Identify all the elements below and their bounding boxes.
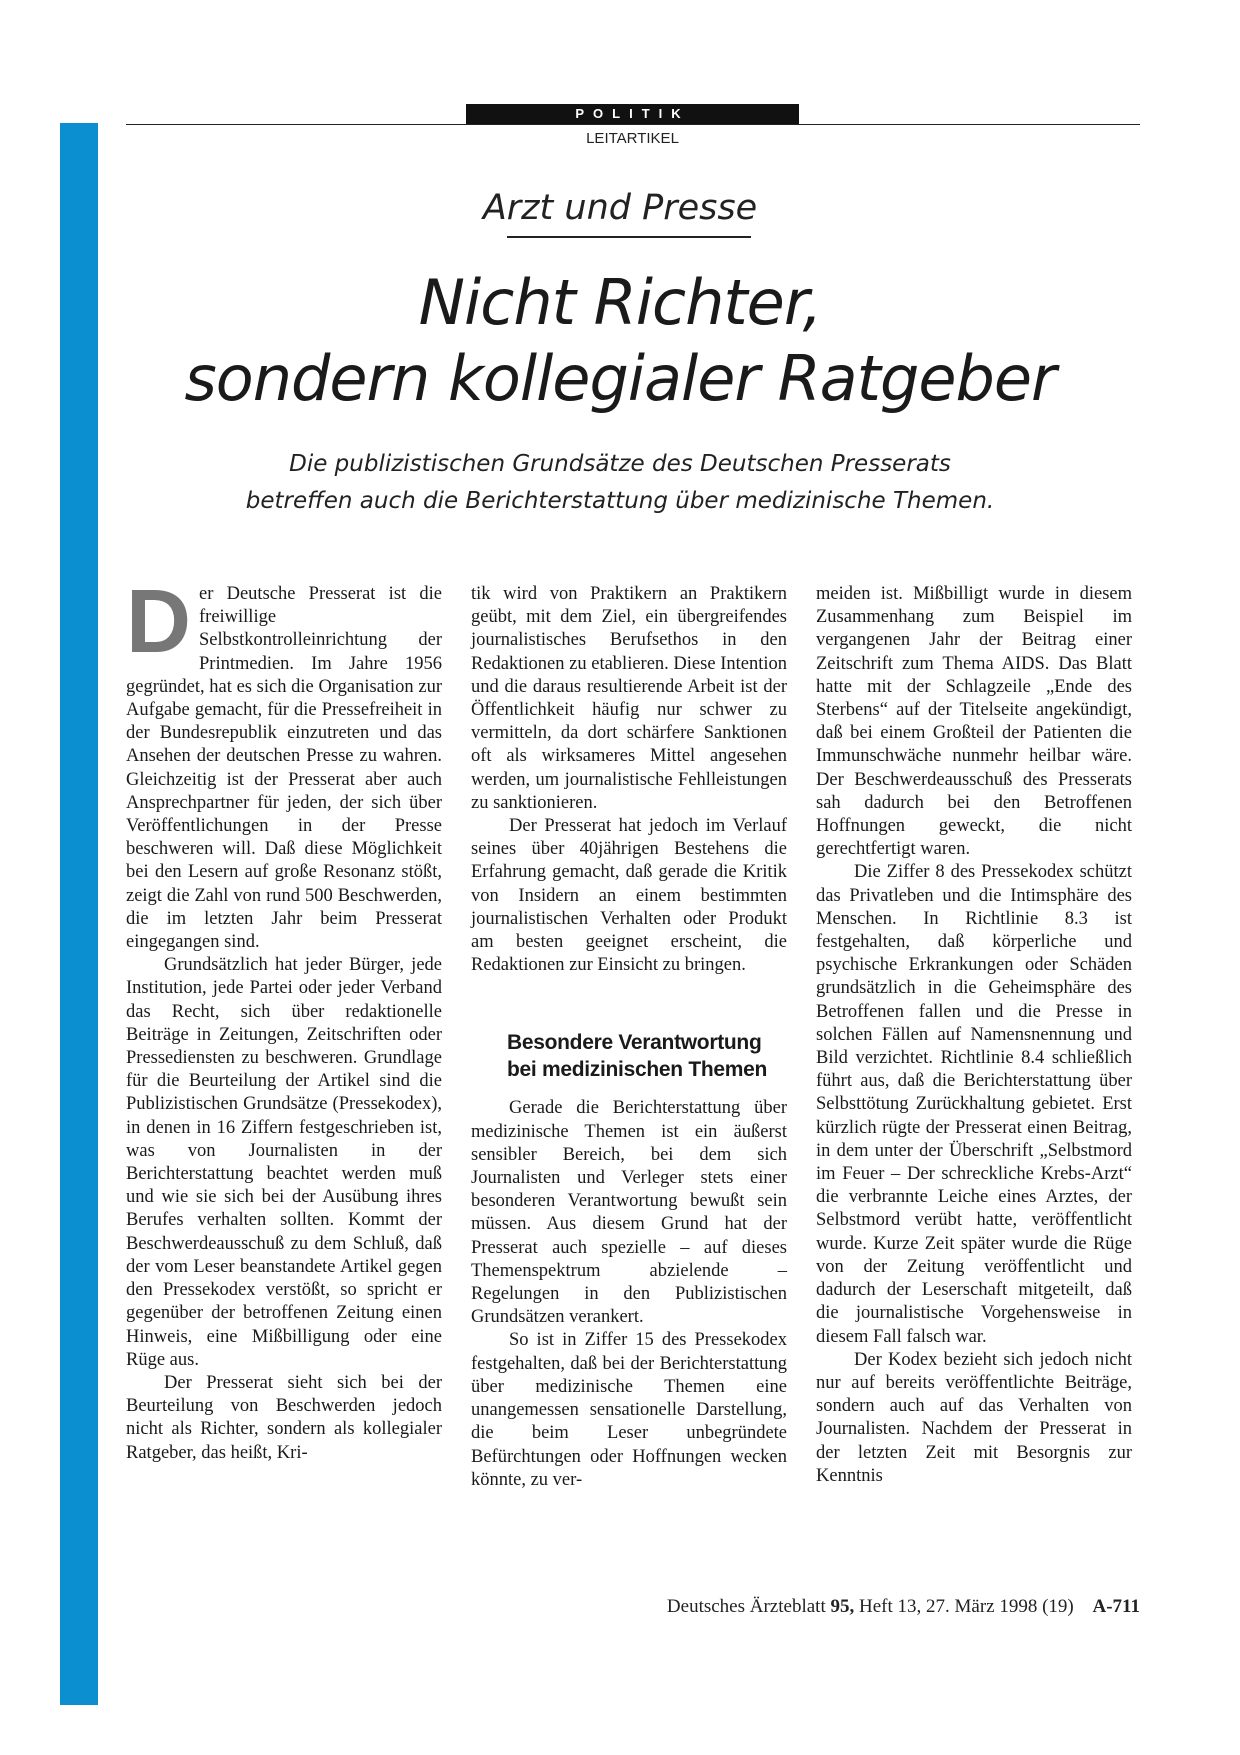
text-column-2 [471,583,787,1492]
page-number: A-711 [1092,1596,1140,1617]
paragraph: Der Kodex bezieht sich jedoch nicht nur auf bereits veröffentlichte Beiträge, sondern auch auf das Verhalten von Journalisten. Nachdem der Presserat in der letzten Zeit mit Besorgnis zur Kenntnis [816,1349,1132,1486]
text-column-3 [816,583,1132,1488]
headline-line-1: Nicht Richter, [418,266,822,339]
page-footer [667,1596,1140,1618]
paragraph: Die Ziffer 8 des Pressekodex schützt das Privatleben und die Intimsphäre des Menschen. In Richtlinie 8.3 ist festgehalten, daß körperliche und psychische Erkrankungen oder Schäden grundsätzlich in die Geheimsphäre des Betroffenen fallen und die Presse in solchen Fällen auf Namensnennung und Bild verzichtet. Richtlinie 8.4 schließlich führt aus, daß die Berichterstattung über Selbsttötung Zurückhaltung gebietet. Erst kürzlich rügte der Presserat einen Beitrag, in dem unter der Überschrift „Selbstmord im Feuer – Der schreckliche Krebs-Arzt“ die verbrannte Leiche eines Arztes, der Selbstmord verübt hatte, veröffentlicht wurde. Kurze Zeit später wurde die Rüge von der Zeitung veröffentlicht und dadurch der Leserschaft mitgeteilt, daß die journalistische Vorgehensweise in diesem Fall falsch war. [816,862,1132,1347]
paragraph: meiden ist. Mißbilligt wurde in diesem Zusammenhang zum Beispiel im vergangenen Jahr der Beitrag einer Zeitschrift zum Thema AIDS. Das Blatt hatte mit der Schlagzeile „Ende des Sterbens“ auf der Titelseite angekündigt, daß bei einem Großteil der Patienten die Immunschwäche nunmehr heilbar wäre. Der Beschwerdeausschuß des Presserats sah dadurch bei den Betroffenen Hoffnungen geweckt, die nicht gerechtfertigt waren. [816,584,1132,860]
subheading-line-1: Besondere Verantwortung [507,1031,762,1055]
headline-line-2: sondern kollegialer Ratgeber [184,342,1056,415]
subsection-label: LEITARTIKEL [586,130,679,147]
header-rule [126,124,1140,125]
paragraph: tik wird von Praktikern an Praktikern geübt, mit dem Ziel, ein übergreifendes journalistisches Berufsethos in den Redaktionen zu etablieren. Diese Intention und die daraus resultierende Arbeit ist der Öffentlichkeit häufig nur schwer zu vermitteln, da dort schärfere Sanktionen oft als wirksameres Mittel angesehen werden, um journalistische Fehlleistungen zu sanktionieren. [471,584,787,813]
issue-info: Heft 13, 27. März 1998 (19) [858,1596,1074,1617]
paragraph-text: er Deutsche Presserat ist die freiwillige Selbstkontrolleinrichtung der Printmedien. Im Jahre 1956 gegründet, hat es sich die Organisation zur Aufgabe gemacht, für die Pressefreiheit in der Bundesrepublik einzutreten und das Ansehen der deutschen Presse zu wahren. Gleichzeitig ist der Presserat aber auch Ansprechpartner für jeden, der sich über Veröffentlichungen in der Presse beschweren will. Daß diese Möglichkeit bei den Lesern auf große Resonanz stößt, zeigt die Zahl von rund 500 Beschwerden, die im letzten Jahr beim Presserat eingegangen sind. [126,584,442,953]
article-deck [0,446,1240,520]
article-kicker: Arzt und Presse [482,188,758,228]
deck-line-1: Die publizistischen Grundsätze des Deutschen Presserats [289,451,951,477]
paragraph: Der Presserat sieht sich bei der Beurteilung von Beschwerden jedoch nicht als Richter, sondern als kollegialer Ratgeber, das heißt, Kri- [126,1372,442,1463]
journal-volume: 95, [830,1596,855,1617]
section-subheading [507,1029,787,1083]
paragraph: Grundsätzlich hat jeder Bürger, jede Institution, jede Partei oder jeder Verband das Recht, sich über redaktionelle Beiträge in Zeitungen, Zeitschriften oder Pressediensten zu beschweren. Grundlage für die Beurteilung der Artikel sind die Publizistischen Grundsätze (Pressekodex), in denen in 16 Ziffern festgeschrieben ist, was von Journalisten in der Berichterstattung beachtet werden muß und wie sie sich bei der Ausübung ihres Berufes verhalten sollten. Kommt der Beschwerdeausschuß zu dem Schluß, daß der vom Leser beanstandete Artikel gegen den Pressekodex verstößt, so spricht er gegenüber der betroffenen Zeitung einen Hinweis, eine Mißbilligung oder eine Rüge aus. [126,955,442,1370]
deck-line-2: betreffen auch die Berichterstattung über medizinische Themen. [245,488,995,514]
paragraph: Gerade die Berichterstattung über medizinische Themen ist ein äußerst sensibler Bereich, bei dem sich Journalisten und Verleger stets einer besonderen Verantwortung bewußt sein müssen. Aus diesem Grund hat der Presserat auch spezielle – auf dieses Themenspektrum abzielende – Regelungen in den Publizistischen Grundsätzen verankert. [471,1098,787,1328]
article-headline [0,265,1240,417]
paragraph: So ist in Ziffer 15 des Pressekodex festgehalten, daß bei der Berichterstattung über medizinische Themen eine unangemessen sensationelle Darstellung, die beim Leser unbegründete Befürchtungen oder Hoffnungen wecken könnte, zu ver- [471,1330,787,1490]
paragraph [126,572,442,954]
subheading-line-2: bei medizinischen Themen [507,1058,768,1082]
drop-cap: D [126,572,191,672]
section-label: POLITIK [466,104,799,124]
text-column-1 [126,572,442,1465]
journal-name: Deutsches Ärzteblatt [666,1596,826,1617]
kicker-underline [507,236,751,238]
paragraph: Der Presserat hat jedoch im Verlauf seines über 40jährigen Bestehens die Erfahrung gemacht, daß gerade die Kritik von Insidern an einem bestimmten journalistischen Verhalten oder Produkt am besten geeignet erscheint, die Redaktionen zur Einsicht zu bringen. [471,816,787,976]
